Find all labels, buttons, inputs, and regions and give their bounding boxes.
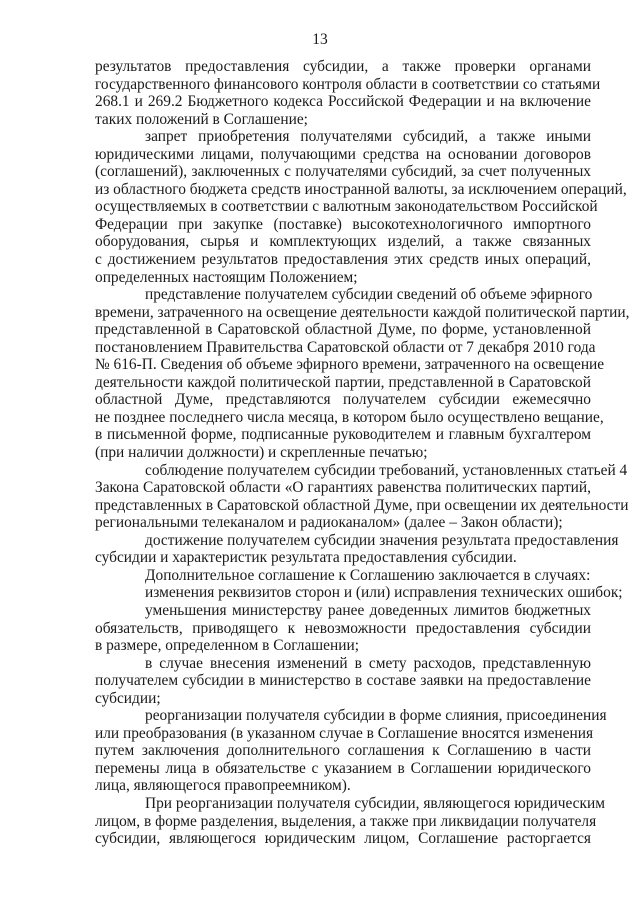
text-line: перемены лица в обязательстве с указанием в Соглашении юридического <box>95 759 591 777</box>
text-line: государственного финансового контроля области в соответствии со статьями <box>95 75 601 93</box>
text-line: № 616-П. Сведения об объеме эфирного времени, затраченного на освещение <box>95 356 605 374</box>
text-line: путем заключения дополнительного соглашения к Соглашению в части <box>95 742 591 760</box>
text-line: реорганизации получателя субсидии в форме слияния, присоединения <box>145 707 607 725</box>
text-line: обязательств, приводящего к невозможности предоставления субсидии <box>95 619 591 637</box>
text-line: определенных настоящим Положением; <box>95 268 358 286</box>
text-line: представление получателем субсидии сведений об объеме эфирного <box>145 286 593 304</box>
text-line: субсидии; <box>95 689 161 707</box>
page-number: 13 <box>312 31 328 48</box>
text-line: Федерации при закупке (поставке) высокотехнологичного импортного <box>95 215 591 233</box>
paragraph <box>95 58 601 128</box>
text-line: уменьшения министерству ранее доведенных лимитов бюджетных <box>145 601 591 619</box>
text-line: Дополнительное соглашение к Соглашению заключается в случаях: <box>145 566 591 584</box>
text-line: лицом, в форме разделения, выделения, а также при ликвидации получателя <box>95 812 597 830</box>
text-line: субсидии и характеристик результата предоставления субсидии. <box>95 549 517 567</box>
text-line: Закона Саратовской области «О гарантиях равенства политических партий, <box>95 479 591 497</box>
paragraph <box>95 707 607 795</box>
text-line: (при наличии должности) и скрепленные печатью; <box>95 444 428 462</box>
text-line: получателем субсидии в министерство в составе заявки на предоставление <box>95 672 591 690</box>
paragraph <box>95 128 627 286</box>
paragraph <box>95 567 591 585</box>
paragraph <box>95 794 605 848</box>
text-line: с достижением результатов предоставления этих средств иных операций, <box>95 251 591 269</box>
paragraph <box>95 655 591 708</box>
text-line: в письменной форме, подписанные руководителем и главным бухгалтером <box>95 426 591 444</box>
text-line: деятельности каждой политической партии, представленной в Саратовской <box>95 373 591 391</box>
paragraph <box>95 602 591 655</box>
paragraph <box>95 286 630 462</box>
text-line: постановлением Правительства Саратовской области от 7 декабря 2010 года <box>95 338 596 356</box>
text-line: в размере, определенном в Соглашении; <box>95 637 359 655</box>
text-line: осуществляемых в соответствии с валютным законодательством Российской <box>95 198 598 216</box>
text-line: (соглашений), заключенных с получателями субсидий, за счет полученных <box>95 163 591 181</box>
text-line: юридическими лицами, получающими средства на основании договоров <box>95 145 591 163</box>
text-line: в случае внесения изменений в смету расходов, представленную <box>145 654 591 672</box>
text-line: областной Думе, представляются получателем субсидии ежемесячно <box>95 391 591 409</box>
paragraph <box>95 461 629 532</box>
text-line: При реорганизации получателя субсидии, являющегося юридическим <box>145 794 605 812</box>
text-line: из областного бюджета средств иностранной валюты, за исключением операций, <box>95 180 627 198</box>
text-line: изменения реквизитов сторон и (или) исправления технических ошибок; <box>145 584 623 602</box>
text-line: результатов предоставления субсидии, а также проверки органами <box>95 58 591 75</box>
text-line: субсидии, являющегося юридическим лицом, Соглашение расторгается <box>95 830 591 848</box>
text-line: достижение получателем субсидии значения результата предоставления <box>145 531 619 549</box>
text-line: 268.1 и 269.2 Бюджетного кодекса Российской Федерации и на включение <box>95 93 591 111</box>
text-line: таких положений в Соглашение; <box>95 110 308 128</box>
text-line: представленной в Саратовской областной Думе, по форме, установленной <box>95 321 591 339</box>
text-line: или преобразования (в указанном случае в Соглашение вносятся изменения <box>95 724 594 742</box>
text-line: оборудования, сырья и комплектующих изделий, а также связанных <box>95 233 591 251</box>
paragraph <box>95 584 623 602</box>
paragraph <box>95 531 619 567</box>
text-line: соблюдение получателем субсидии требований, установленных статьей 4 <box>145 461 628 479</box>
text-line: не позднее последнего числа месяца, в котором было осуществлено вещание, <box>95 408 604 426</box>
text-line: времени, затраченного на освещение деятельности каждой политической партии, <box>95 303 630 321</box>
document-body <box>95 58 630 848</box>
text-line: запрет приобретения получателями субсидий, а также иными <box>145 128 591 146</box>
text-line: представленных в Саратовской областной Думе, при освещении их деятельности <box>95 496 629 514</box>
text-line: лица, являющегося правопреемником). <box>95 777 351 795</box>
text-line: региональными телеканалом и радиоканалом» (далее – Закон области); <box>95 514 563 532</box>
